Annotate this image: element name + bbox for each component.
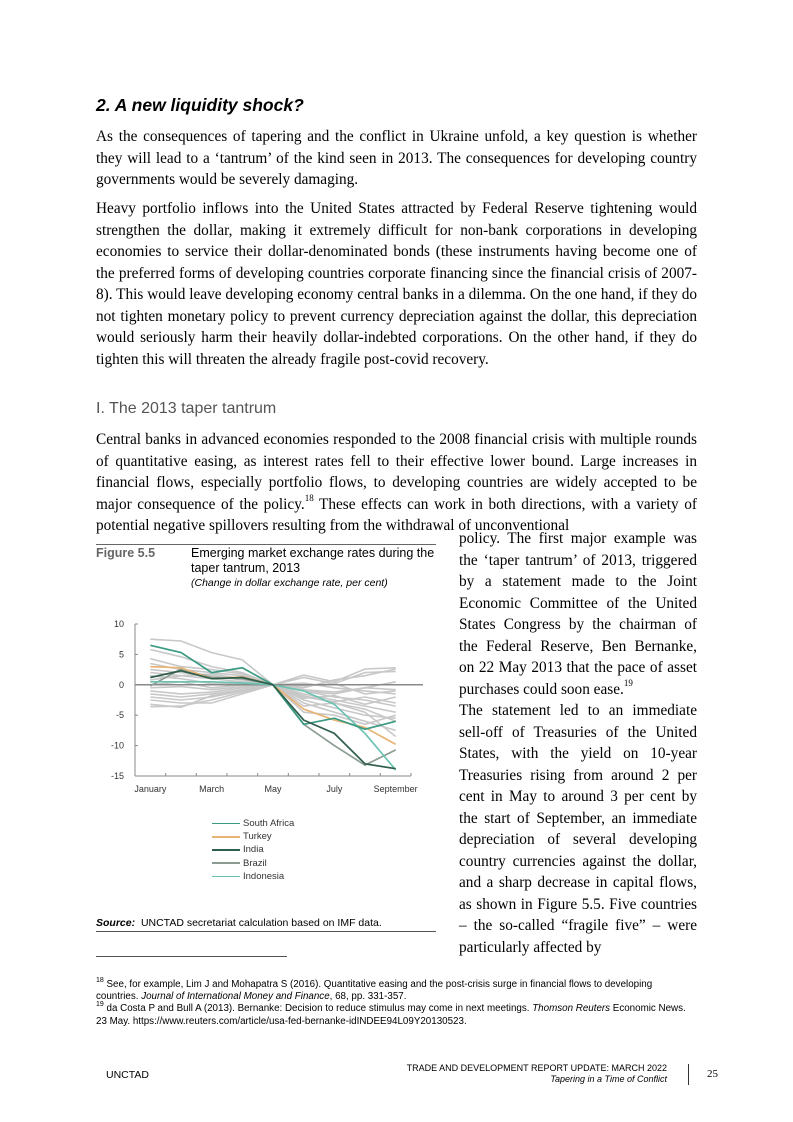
legend-swatch: [212, 876, 240, 878]
footnote-text-after: , 68, pp. 331-357.: [329, 991, 407, 1003]
figure-title: Emerging market exchange rates during the taper tantrum, 2013: [191, 546, 435, 575]
paragraph-qe-text: Central banks in advanced economies responded to the 2008 financial crisis with multiple rounds of quantitative easing, as interest rates fell to their effective lower bound. Large increases in financial flows, especially portfolio flows, to developing countries are widely accepted to be major consequence of the policy.: [96, 431, 697, 513]
footer-org: UNCTAD: [106, 1069, 149, 1081]
legend-swatch: [212, 862, 240, 864]
footer-report-subtitle: Tapering in a Time of Conflict: [550, 1074, 667, 1084]
figure-label: Figure 5.5: [96, 546, 156, 560]
background-series-group: [150, 639, 395, 736]
footnote-text: See, for example, Lim J and Mohapatra S (2016). Quantitative easing and the post-crisis surge in financial flows to developing countries.: [96, 979, 653, 1003]
legend-item: [212, 843, 294, 856]
x-tick-label: September: [373, 784, 418, 794]
paragraph-portfolio-inflows: Heavy portfolio inflows into the United States attracted by Federal Reserve tightening would strengthen the dollar, making it extremely difficult for non-bank corporations in developing economies to service their dollar-denominated bonds (these instruments having become one of the preferred forms of developing countries corporate financing since the financial crisis of 2007-8). This would leave developing economy central banks in a dilemma. On the one hand, if they do not tighten monetary policy to prevent currency depreciation against the dollar, this depreciation would seriously harm their heavily dollar-indebted corporations. On the other hand, if they do tighten this will threaten the already fragile post-covid recovery.: [96, 200, 697, 368]
legend-swatch: [212, 836, 240, 838]
legend-swatch: [212, 849, 240, 851]
paragraph-qe: [96, 429, 697, 537]
y-tick-label: -5: [115, 710, 124, 721]
x-tick-label: May: [264, 784, 282, 794]
background-series-line: [150, 639, 395, 685]
x-tick-label: July: [326, 784, 343, 794]
legend-item: [212, 857, 294, 870]
legend-label: Brazil: [243, 857, 267, 869]
page-number: 25: [707, 1068, 718, 1080]
source-label: Source:: [96, 917, 136, 929]
subsection-heading: I. The 2013 taper tantrum: [96, 400, 277, 417]
paragraph-intro: As the consequences of tapering and the conflict in Ukraine unfold, a key question is whether they will lead to a ‘tantrum’ of the kind seen in 2013. The consequences for developing country governments would be severely damaging.: [96, 128, 697, 188]
paragraph-taper-tantrum: [459, 528, 697, 700]
legend-item: [212, 830, 294, 843]
footnotes: [96, 976, 696, 1028]
paragraph-statement: The statement led to an immediate sell-off of Treasuries of the United States, with the yield on 10-year Treasuries rising from around 2 per cent in May to around 3 per cent by the start of September, an immediate depreciation of several developing country currencies against the dollar, and a sharp decrease in capital flows, as shown in Figure 5.5. Five countries – the so-called “fragile five” – were particularly affected by: [459, 702, 697, 956]
footnote-separator: [96, 956, 287, 957]
footnote-publisher: Thomson Reuters: [532, 1003, 611, 1015]
figure-subtitle: (Change in dollar exchange rate, per cent): [191, 577, 388, 589]
y-tick-label: -10: [110, 740, 124, 751]
footnote-text-after[interactable]: Economic News. 23 May. https://www.reuters.com/article/usa-fed-bernanke-idINDEE94L09Y20130523.: [96, 1003, 686, 1027]
x-tick-label: March: [199, 784, 225, 794]
paragraph-qe-cont: These effects can work in both directions, with a variety of potential negative spillovers resulting from the withdrawal of unconventional: [96, 495, 697, 534]
legend-item: [212, 870, 294, 883]
footnote-journal: Journal of International Money and Finance: [141, 991, 330, 1003]
figure-bottom-rule: [96, 931, 436, 932]
figure-top-rule: [96, 544, 436, 545]
y-tick-label: 5: [118, 649, 124, 660]
footnote-ref-18[interactable]: 18: [304, 493, 314, 504]
footnote-text: da Costa P and Bull A (2013). Bernanke: Decision to reduce stimulus may come in next meetings.: [103, 1003, 533, 1015]
y-tick-label: 0: [118, 679, 124, 690]
footnote-ref-19[interactable]: 19: [623, 678, 633, 689]
paragraph-taper-tantrum-text: policy. The first major example was the ‘taper tantrum’ of 2013, triggered by a statement made to the Joint Economic Committee of the United States Congress by the chairman of the Federal Reserve, Ben Bernanke, on 22 May 2013 that the pace of asset purchases could soon ease.: [459, 530, 697, 698]
legend-swatch: [212, 823, 240, 825]
footnote-18: [96, 976, 696, 1003]
legend-item: [212, 817, 294, 830]
legend-label: India: [243, 844, 264, 856]
footnote-number: 19: [96, 1001, 104, 1009]
footer-report-title: TRADE AND DEVELOPMENT REPORT UPDATE: MARCH 2022: [406, 1063, 667, 1073]
legend-label: Turkey: [243, 831, 272, 843]
footnote-number: 18: [96, 976, 104, 984]
figure-source: [96, 917, 382, 929]
y-ticks: [111, 619, 138, 781]
section-heading: 2. A new liquidity shock?: [96, 95, 304, 115]
y-tick-label: -15: [110, 771, 124, 781]
source-text: UNCTAD secretariat calculation based on IMF data.: [140, 917, 382, 929]
footer-report: [407, 1063, 667, 1085]
legend-label: Indonesia: [243, 870, 285, 882]
x-tick-label: January: [134, 784, 167, 794]
legend-label: South Africa: [243, 818, 295, 829]
chart-legend: [212, 817, 294, 883]
y-tick-label: 10: [113, 619, 124, 629]
footer-divider: [688, 1064, 689, 1085]
exchange-rate-chart: [96, 605, 426, 805]
footnote-19: [96, 1003, 696, 1027]
